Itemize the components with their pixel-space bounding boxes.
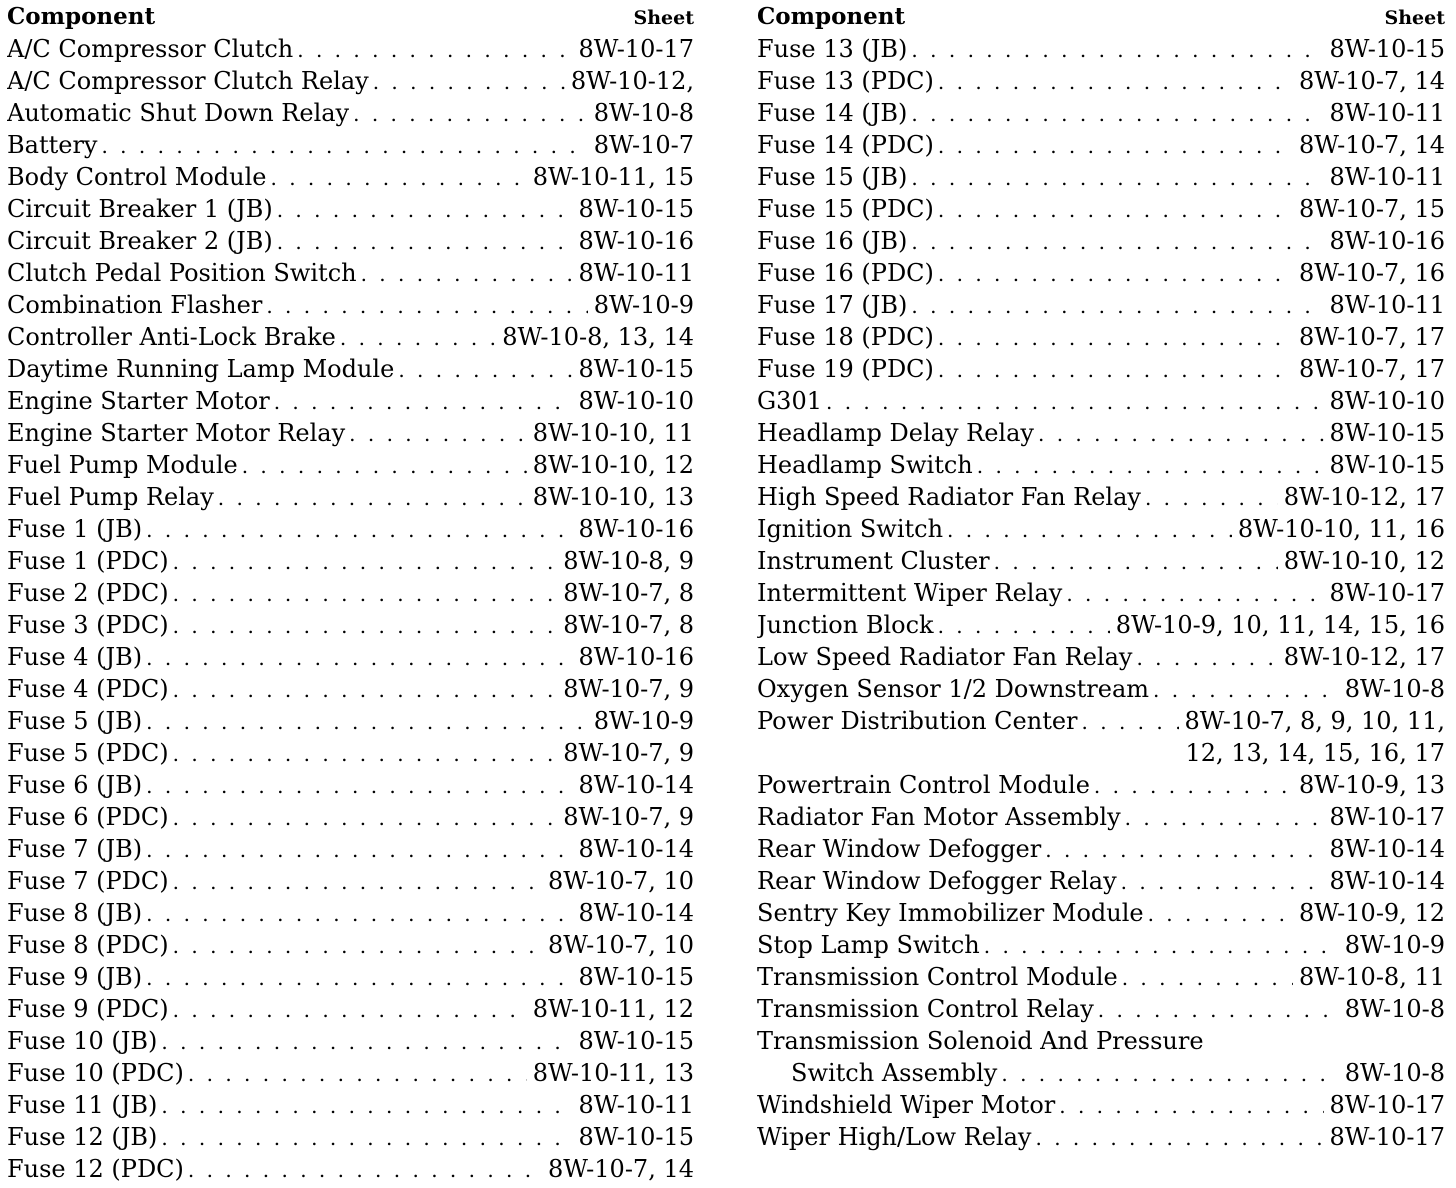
component-name: Junction Block [757,611,934,639]
dot-leader [146,898,572,929]
index-entry [7,993,694,1025]
index-entry [7,897,694,929]
index-entry [757,1089,1445,1121]
dot-leader [277,194,573,225]
component-name: Powertrain Control Module [757,771,1090,799]
component-name: Fuse 13 (PDC) [757,67,934,95]
index-entry [7,769,694,801]
sheet-reference: 8W-10-17 [1329,803,1445,831]
sheet-reference: 12, 13, 14, 15, 16, 17 [1185,739,1445,767]
component-name: Switch Assembly [791,1059,998,1087]
dot-leader [173,994,527,1025]
index-entry [757,353,1445,385]
index-entry [757,257,1445,289]
dot-leader [1045,834,1323,865]
component-name: Fuse 19 (PDC) [757,355,934,383]
dot-leader [173,930,542,961]
index-entry [7,129,694,161]
component-name: Fuse 14 (PDC) [757,131,934,159]
index-entry [757,161,1445,193]
index-entry [7,737,694,769]
index-entry [7,161,694,193]
sheet-reference: 8W-10-7, 14 [1298,67,1445,95]
sheet-reference: 8W-10-12, 17 [1283,643,1445,671]
component-name: Fuse 4 (PDC) [7,675,169,703]
component-name: Sentry Key Immobilizer Module [757,899,1144,927]
index-entry [7,545,694,577]
sheet-reference: 8W-10-14 [1329,835,1445,863]
component-name: Fuse 18 (PDC) [757,323,934,351]
index-entry [7,865,694,897]
index-entry [757,385,1445,417]
index-entry [7,449,694,481]
index-entry [757,769,1445,801]
component-name: Automatic Shut Down Relay [7,99,350,127]
component-name: Fuse 9 (PDC) [7,995,169,1023]
dot-leader [173,546,558,577]
dot-leader [242,450,527,481]
component-name: Fuse 1 (PDC) [7,547,169,575]
sheet-reference: 8W-10-15 [1329,419,1445,447]
sheet-reference: 8W-10-14 [578,771,694,799]
index-entry [7,353,694,385]
component-name: Fuse 2 (PDC) [7,579,169,607]
dot-leader [1136,642,1277,673]
sheet-reference: 8W-10-15 [578,195,694,223]
dot-leader [297,34,572,65]
sheet-reference: 8W-10-7, 9 [563,739,694,767]
sheet-reference: 8W-10-15 [578,1123,694,1151]
dot-leader [1145,482,1278,513]
index-entry [757,961,1445,993]
index-entry [757,1121,1445,1153]
sheet-reference: 8W-10-14 [578,835,694,863]
dot-leader [101,130,587,161]
sheet-column-heading: Sheet [1384,7,1445,29]
dot-leader [146,642,572,673]
sheet-reference: 8W-10-7, 16 [1298,259,1445,287]
index-entry [757,833,1445,865]
dot-leader [938,66,1293,97]
sheet-reference: 8W-10-11, 13 [532,1059,694,1087]
dot-leader [146,514,572,545]
sheet-reference: 8W-10-17 [1329,579,1445,607]
index-entry [7,1025,694,1057]
dot-leader [1153,674,1339,705]
sheet-reference: 8W-10-10, 13 [532,483,694,511]
component-name: Rear Window Defogger Relay [757,867,1117,895]
component-name: Fuse 13 (JB) [757,35,908,63]
index-entry [757,577,1445,609]
component-name: Fuse 1 (JB) [7,515,143,543]
dot-leader [361,258,573,289]
index-entry [7,97,694,129]
sheet-reference: 8W-10-15 [1329,451,1445,479]
dot-leader [173,802,558,833]
index-entry [757,481,1445,513]
index-entry [7,225,694,257]
component-name: Transmission Solenoid And Pressure [757,1027,1204,1055]
component-name: Transmission Control Relay [757,995,1094,1023]
index-entry [757,993,1445,1025]
component-name: Fuse 10 (PDC) [7,1059,184,1087]
index-entry [757,417,1445,449]
component-name: Headlamp Delay Relay [757,419,1034,447]
index-entry [757,513,1445,545]
dot-leader [911,34,1323,65]
sheet-reference: 8W-10-12, 17 [1283,483,1445,511]
sheet-reference: 8W-10-7, 8 [563,579,694,607]
dot-leader [911,226,1323,257]
index-entry [757,289,1445,321]
sheet-reference: 8W-10-7 [593,131,694,159]
index-entry [7,673,694,705]
sheet-reference: 8W-10-17 [578,35,694,63]
sheet-reference: 8W-10-16 [1329,227,1445,255]
index-entry [7,1057,694,1089]
index-entry [757,321,1445,353]
index-entry [7,257,694,289]
index-entry [7,321,694,353]
index-entry [7,33,694,65]
component-name: Circuit Breaker 2 (JB) [7,227,273,255]
sheet-reference: 8W-10-12, [570,67,694,95]
dot-leader [398,354,572,385]
index-entry [757,737,1445,769]
sheet-reference: 8W-10-7, 17 [1298,323,1445,351]
index-entry [7,193,694,225]
dot-leader [1038,418,1324,449]
component-name: A/C Compressor Clutch [7,35,294,63]
component-name: Wiper High/Low Relay [757,1123,1032,1151]
dot-leader [1059,1090,1323,1121]
dot-leader [1001,1058,1338,1089]
index-entry [7,577,694,609]
sheet-column-heading: Sheet [633,7,694,29]
sheet-reference: 8W-10-10, 11 [532,419,694,447]
component-name: Intermittent Wiper Relay [757,579,1063,607]
dot-leader [938,130,1293,161]
sheet-reference: 8W-10-17 [1329,1091,1445,1119]
dot-leader [1098,994,1339,1025]
component-name: Clutch Pedal Position Switch [7,259,357,287]
sheet-reference: 8W-10-14 [578,899,694,927]
component-name: Battery [7,131,98,159]
component-name: Fuse 9 (JB) [7,963,143,991]
dot-leader [938,610,1110,641]
sheet-reference: 8W-10-9 [593,291,694,319]
index-entry [757,193,1445,225]
sheet-reference: 8W-10-11 [578,259,694,287]
dot-leader [1148,898,1293,929]
component-name: Low Speed Radiator Fan Relay [757,643,1133,671]
component-name: Rear Window Defogger [757,835,1042,863]
sheet-reference: 8W-10-15 [578,1027,694,1055]
sheet-reference: 8W-10-16 [578,227,694,255]
sheet-reference: 8W-10-11, 15 [532,163,694,191]
sheet-reference: 8W-10-9, 10, 11, 14, 15, 16 [1115,611,1445,639]
sheet-reference: 8W-10-9, 13 [1298,771,1445,799]
dot-leader [173,674,558,705]
component-name: Fuse 5 (PDC) [7,739,169,767]
dot-leader [271,162,527,193]
component-name: Fuse 16 (JB) [757,227,908,255]
dot-leader [373,66,565,97]
sheet-reference: 8W-10-10, 12 [532,451,694,479]
dot-leader [188,1058,527,1089]
sheet-reference: 8W-10-11 [1329,99,1445,127]
index-entry [7,1153,694,1185]
dot-leader [146,834,572,865]
component-name: Body Control Module [7,163,267,191]
sheet-reference: 8W-10-10, 11, 16 [1237,515,1445,543]
dot-leader [1125,802,1324,833]
sheet-reference: 8W-10-15 [1329,35,1445,63]
sheet-reference: 8W-10-8, 9 [563,547,694,575]
component-name: Fuse 7 (PDC) [7,867,169,895]
right-column [757,3,1445,1153]
component-name: Controller Anti-Lock Brake [7,323,336,351]
index-entry [7,641,694,673]
index-entry [757,865,1445,897]
dot-leader [947,514,1232,545]
dot-leader [938,194,1293,225]
sheet-reference: 8W-10-8 [1344,995,1445,1023]
dot-leader [173,578,558,609]
sheet-reference: 8W-10-7, 9 [563,675,694,703]
index-entry [757,33,1445,65]
dot-leader [826,386,1324,417]
dot-leader [161,1090,572,1121]
index-entry [7,481,694,513]
dot-leader [994,546,1278,577]
index-entry [757,97,1445,129]
sheet-reference: 8W-10-15 [578,963,694,991]
dot-leader [911,290,1323,321]
index-entry [7,1089,694,1121]
sheet-reference: 8W-10-11 [1329,291,1445,319]
sheet-reference: 8W-10-8 [1344,1059,1445,1087]
sheet-reference: 8W-10-7, 17 [1298,355,1445,383]
component-name: G301 [757,387,822,415]
sheet-reference: 8W-10-8, 11 [1298,963,1445,991]
sheet-reference: 8W-10-9 [593,707,694,735]
dot-leader [161,1026,572,1057]
sheet-reference: 8W-10-11, 12 [532,995,694,1023]
dot-leader [173,610,558,641]
dot-leader [146,770,572,801]
left-column [7,3,694,1185]
dot-leader [173,866,542,897]
index-entry [7,609,694,641]
sheet-reference: 8W-10-11 [578,1091,694,1119]
sheet-reference: 8W-10-7, 15 [1298,195,1445,223]
component-column-heading: Component [7,3,156,30]
dot-leader [938,354,1293,385]
index-entry [757,609,1445,641]
component-name: Oxygen Sensor 1/2 Downstream [757,675,1150,703]
dot-leader [188,1154,542,1185]
component-name: Fuse 3 (PDC) [7,611,169,639]
dot-leader [938,322,1293,353]
index-entry [757,641,1445,673]
index-entry [757,705,1445,737]
index-entry [757,1057,1445,1089]
component-name: Ignition Switch [757,515,944,543]
dot-leader [173,738,558,769]
sheet-reference: 8W-10-7, 14 [547,1155,694,1183]
component-name: Headlamp Switch [757,451,973,479]
component-name: Windshield Wiper Motor [757,1091,1056,1119]
component-name: Fuse 8 (JB) [7,899,143,927]
sheet-reference: 8W-10-9, 12 [1298,899,1445,927]
component-name: Instrument Cluster [757,547,990,575]
component-name: Daytime Running Lamp Module [7,355,395,383]
sheet-reference: 8W-10-10 [1329,387,1445,415]
column-header [757,3,1445,33]
sheet-reference: 8W-10-16 [578,515,694,543]
dot-leader [353,98,588,129]
component-name: Radiator Fan Motor Assembly [757,803,1121,831]
dot-leader [1035,1122,1323,1153]
component-name: Engine Starter Motor [7,387,270,415]
component-name: Fuse 17 (JB) [757,291,908,319]
dot-leader [277,226,573,257]
sheet-reference: 8W-10-7, 10 [547,931,694,959]
sheet-reference: 8W-10-11 [1329,163,1445,191]
component-name: Transmission Control Module [757,963,1118,991]
dot-leader [911,98,1323,129]
component-name: Fuse 11 (JB) [7,1091,158,1119]
index-entry [7,961,694,993]
index-entry [757,225,1445,257]
sheet-reference: 8W-10-7, 8, 9, 10, 11, [1184,707,1445,735]
dot-leader [1066,578,1323,609]
index-entry [757,1025,1445,1057]
index-entry [7,385,694,417]
sheet-reference: 8W-10-8, 13, 14 [502,323,694,351]
dot-leader [161,1122,572,1153]
sheet-reference: 8W-10-8 [1344,675,1445,703]
index-entry [7,705,694,737]
index-entry [757,65,1445,97]
index-entry [7,1121,694,1153]
component-name: Engine Starter Motor Relay [7,419,346,447]
component-name: Fuse 12 (PDC) [7,1155,184,1183]
dot-leader [266,290,587,321]
component-name: Fuse 15 (PDC) [757,195,934,223]
right-entry-list [757,33,1445,1153]
sheet-reference: 8W-10-7, 8 [563,611,694,639]
component-name: Fuse 7 (JB) [7,835,143,863]
sheet-reference: 8W-10-7, 14 [1298,131,1445,159]
index-entry [7,833,694,865]
index-entry [7,929,694,961]
component-name: Fuse 5 (JB) [7,707,143,735]
index-entry [7,65,694,97]
sheet-reference: 8W-10-10, 12 [1283,547,1445,575]
component-name: A/C Compressor Clutch Relay [7,67,369,95]
dot-leader [146,962,572,993]
dot-leader [911,162,1323,193]
index-entry [757,801,1445,833]
index-entry [757,929,1445,961]
index-entry [757,673,1445,705]
sheet-reference: 8W-10-15 [578,355,694,383]
component-name: Fuse 8 (PDC) [7,931,169,959]
dot-leader [340,322,496,353]
sheet-reference: 8W-10-10 [578,387,694,415]
index-entry [7,289,694,321]
dot-leader [977,450,1324,481]
dot-leader [218,482,527,513]
sheet-reference: 8W-10-16 [578,643,694,671]
component-name: Power Distribution Center [757,707,1078,735]
component-name: Fuse 10 (JB) [7,1027,158,1055]
dot-leader [146,706,588,737]
sheet-reference: 8W-10-14 [1329,867,1445,895]
component-name: Fuse 12 (JB) [7,1123,158,1151]
dot-leader [349,418,527,449]
sheet-reference: 8W-10-8 [593,99,694,127]
component-name: Fuse 15 (JB) [757,163,908,191]
index-entry [7,801,694,833]
sheet-reference: 8W-10-9 [1344,931,1445,959]
index-entry [757,545,1445,577]
dot-leader [1094,770,1293,801]
sheet-reference: 8W-10-7, 9 [563,803,694,831]
component-name: Fuse 6 (PDC) [7,803,169,831]
sheet-reference: 8W-10-17 [1329,1123,1445,1151]
component-name: Fuse 16 (PDC) [757,259,934,287]
index-entry [757,129,1445,161]
dot-leader [274,386,573,417]
component-column-heading: Component [757,3,906,30]
left-entry-list [7,33,694,1185]
dot-leader [1121,866,1324,897]
component-name: Circuit Breaker 1 (JB) [7,195,273,223]
component-name: Stop Lamp Switch [757,931,980,959]
component-name: Fuel Pump Module [7,451,238,479]
dot-leader [1082,706,1179,737]
dot-leader [938,258,1293,289]
sheet-reference: 8W-10-7, 10 [547,867,694,895]
dot-leader [984,930,1339,961]
index-entry [7,513,694,545]
component-name: Fuse 6 (JB) [7,771,143,799]
component-name: High Speed Radiator Fan Relay [757,483,1141,511]
component-name: Fuse 14 (JB) [757,99,908,127]
index-entry [7,417,694,449]
component-name: Fuel Pump Relay [7,483,214,511]
index-entry [757,897,1445,929]
component-name: Fuse 4 (JB) [7,643,143,671]
dot-leader [1122,962,1293,993]
component-name: Combination Flasher [7,291,263,319]
column-header [7,3,694,33]
index-entry [757,449,1445,481]
